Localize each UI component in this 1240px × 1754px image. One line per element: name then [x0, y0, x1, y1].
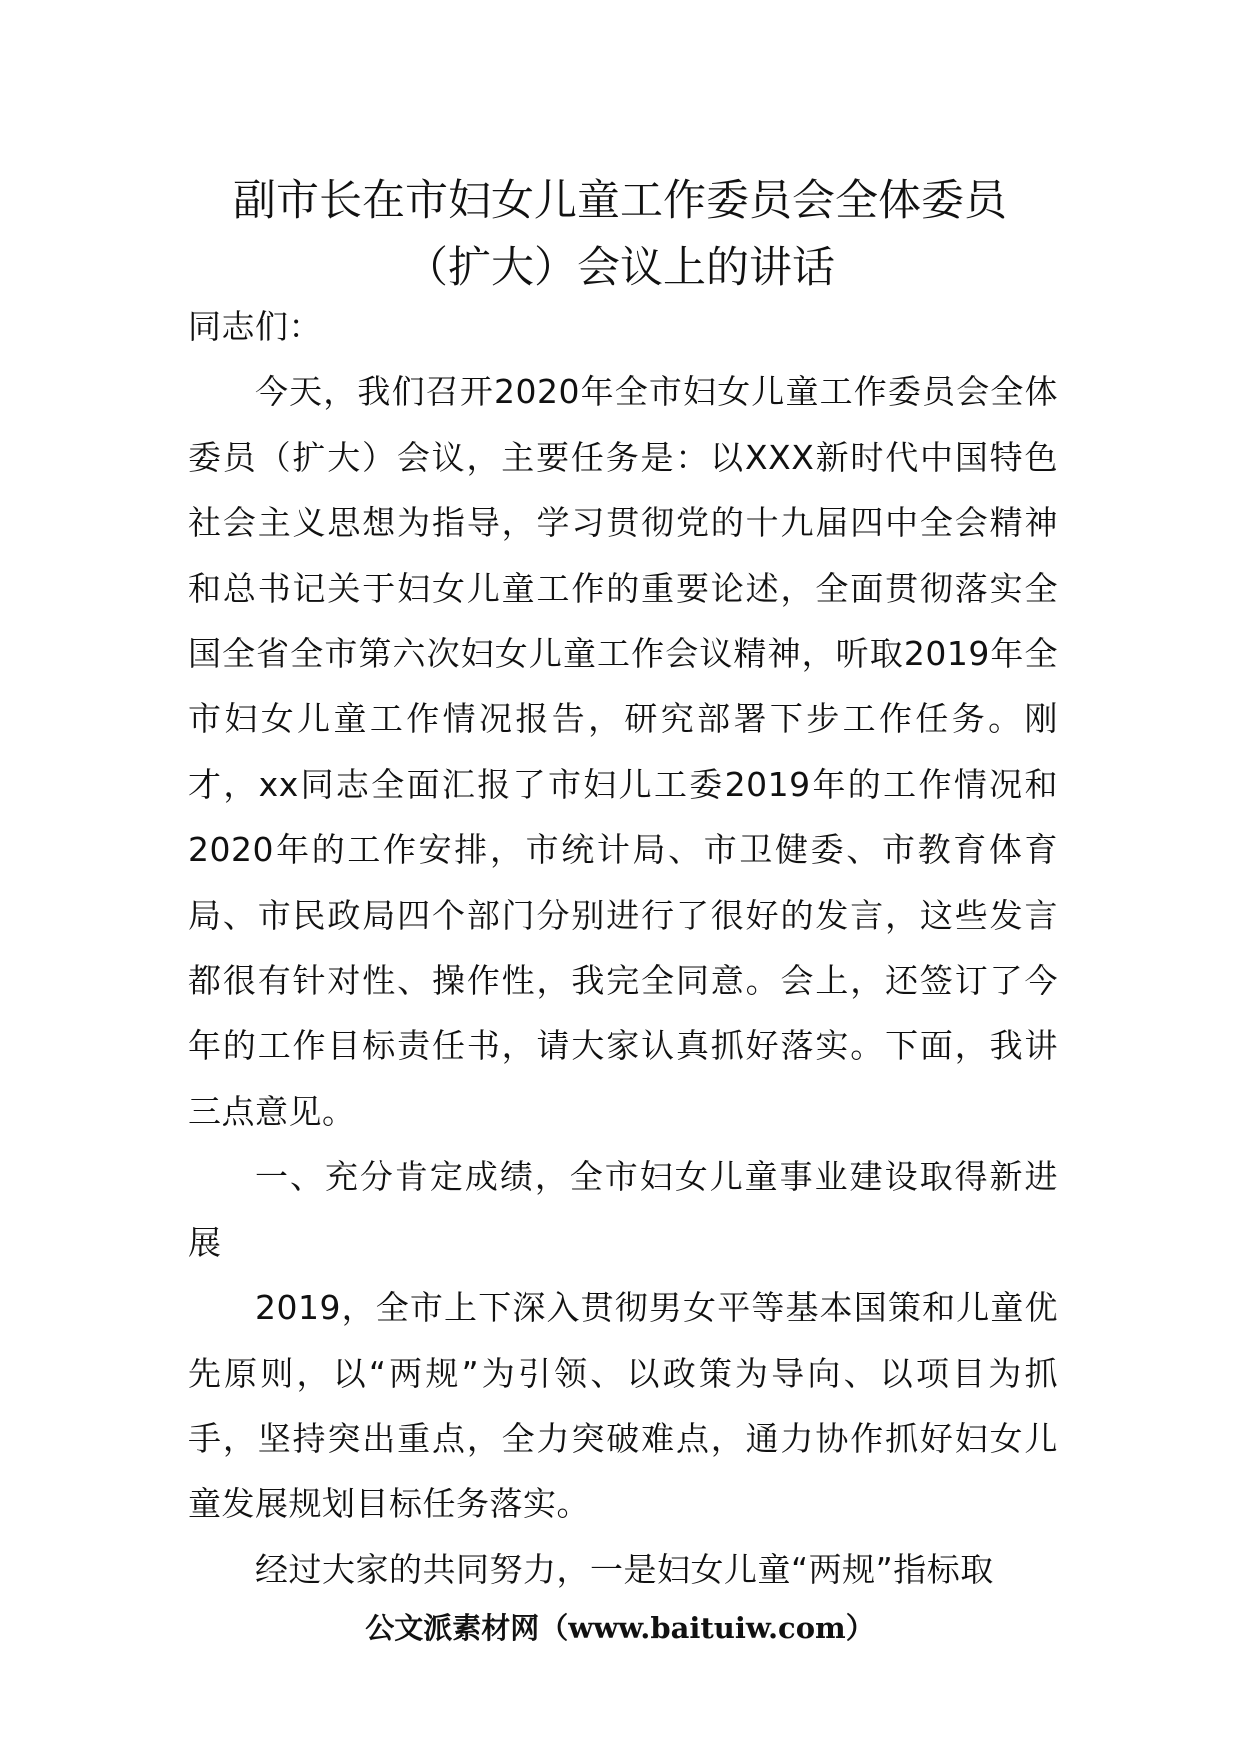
footer-watermark: 公文派素材网（www.baituiw.com）	[365, 1611, 875, 1645]
section-heading-1: 一、充分肯定成绩，全市妇女儿童事业建设取得新进展	[188, 1157, 1058, 1262]
paragraph-results: 经过大家的共同努力，一是妇女儿童“两规”指标取	[255, 1549, 994, 1589]
salutation: 同志们：	[188, 307, 322, 346]
document-title-line-2: （扩大）会议上的讲话	[405, 243, 835, 293]
document-title-line-1: 副市长在市妇女儿童工作委员会全体委员	[233, 176, 1007, 226]
paragraph-achievements: 2019，全市上下深入贯彻男女平等基本国策和儿童优先原则，以“两规”为引领、以政策为导向、以项目为抓手，坚持突出重点，全力突破难点，通力协作抓好妇女儿童发展规划目标任务落实。	[188, 1288, 1058, 1524]
paragraph-opening: 今天，我们召开2020年全市妇女儿童工作委员会全体委员（扩大）会议，主要任务是：以XXX新时代中国特色社会主义思想为指导，学习贯彻党的十九届四中全会精神和总书记关于妇女儿童工作的重要论述，全面贯彻落实全国全省全市第六次妇女儿童工作会议精神，听取2019年全市妇女儿童工作情况报告，研究部署下步工作任务。刚才，xx同志全面汇报了市妇儿工委2019年的工作情况和2020年的工作安排，市统计局、市卫健委、市教育体育局、市民政局四个部门分别进行了很好的发言，这些发言都很有针对性、操作性，我完全同意。会上，还签订了今年的工作目标责任书，请大家认真抓好落实。下面，我讲三点意见。	[188, 372, 1058, 1131]
document-body	[188, 294, 1058, 1602]
